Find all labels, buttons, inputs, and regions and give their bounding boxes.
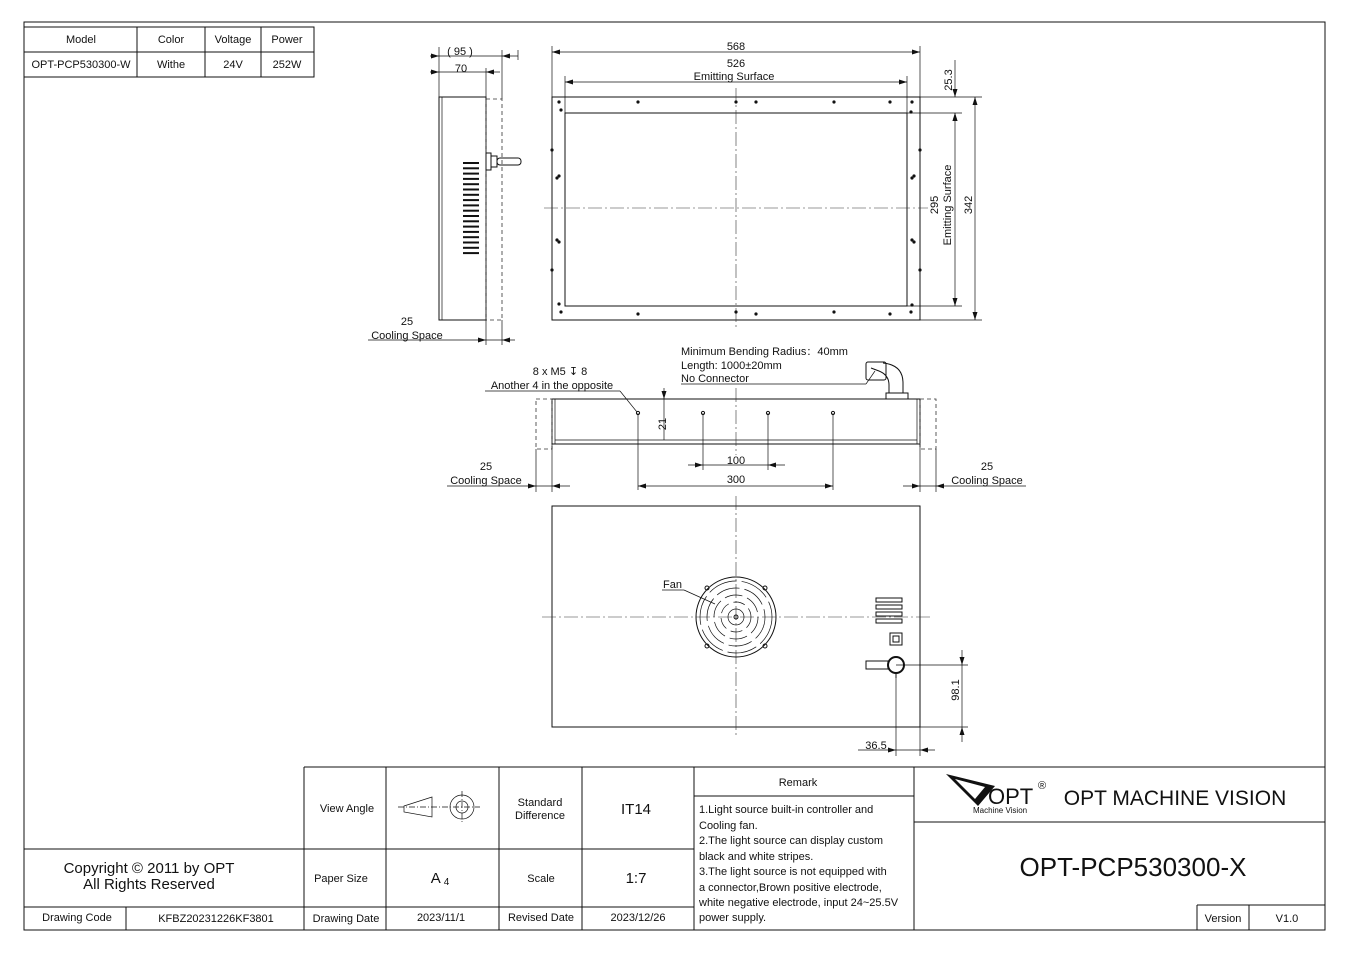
label-cable-connector: No Connector — [681, 373, 749, 385]
opt-logo-sub: Machine Vision — [973, 806, 1028, 815]
dim-right-cooling-value: 25 — [980, 461, 994, 473]
revised-date-label: Revised Date — [507, 912, 575, 924]
vent-slot — [463, 231, 479, 233]
spec-value-model: OPT-PCP530300-W — [31, 59, 131, 71]
mounting-hole — [559, 108, 562, 111]
opt-logo-registered: ® — [1038, 780, 1047, 792]
vent-slot — [463, 194, 479, 196]
remark-line-6: a connector,Brown positive electrode, — [699, 882, 882, 894]
paper-size-subscript: 4 — [443, 877, 450, 888]
dim-top-margin: 25.3 — [943, 69, 955, 91]
opt-logo — [946, 774, 1046, 815]
front-view — [544, 41, 982, 328]
label-emitting-surface-horizontal: Emitting Surface — [693, 71, 775, 83]
label-side-cooling-space: Cooling Space — [371, 330, 443, 342]
copyright-line-1: Copyright © 2011 by OPT — [63, 860, 235, 877]
opt-logo-text: OPT — [988, 784, 1034, 809]
paper-size-value — [431, 870, 450, 888]
vent-slot — [463, 199, 479, 201]
company-name: OPT MACHINE VISION — [1063, 787, 1287, 810]
mounting-hole — [832, 100, 835, 103]
vent-slot — [463, 162, 479, 164]
standard-difference-label-2: Difference — [515, 810, 565, 822]
vent-slot — [463, 204, 479, 206]
vent-slot — [463, 183, 479, 185]
vent-slots — [463, 162, 479, 254]
scale-label: Scale — [527, 873, 555, 885]
mounting-hole — [909, 310, 912, 313]
vent-slot — [463, 236, 479, 238]
version-label: Version — [1204, 913, 1242, 925]
mounting-hole — [832, 310, 835, 313]
cable-outlet — [866, 657, 904, 678]
spec-header-voltage: Voltage — [214, 34, 252, 46]
vent-slot — [463, 252, 479, 254]
mounting-hole — [734, 310, 737, 313]
mounting-hole — [910, 176, 913, 179]
dim-overall-width: 568 — [726, 41, 746, 53]
label-hole-note: Another 4 in the opposite — [490, 380, 614, 392]
drawing-code-value: KFBZ20231226KF3801 — [158, 913, 274, 925]
spec-value-power: 252W — [272, 59, 302, 71]
vent-slot — [463, 167, 479, 169]
mounting-hole — [910, 238, 913, 241]
remark-line-2: Cooling fan. — [699, 820, 758, 832]
remark-line-7: white negative electrode, input 24~25.5V — [699, 897, 899, 909]
view-angle-label: View Angle — [319, 803, 375, 815]
vent-slot — [463, 242, 479, 244]
label-fan: Fan — [663, 579, 682, 591]
mounting-hole — [555, 176, 558, 179]
spec-table — [24, 27, 314, 77]
dim-emitting-height: 295 — [929, 195, 941, 215]
spec-value-color: Withe — [156, 59, 186, 71]
label-right-cooling-space: Cooling Space — [951, 475, 1023, 487]
scale-value: 1:7 — [625, 870, 647, 887]
label-left-cooling-space: Cooling Space — [450, 475, 522, 487]
remark-line-5: 3.The light source is not equipped with — [699, 866, 887, 878]
dim-left-cooling-value: 25 — [479, 461, 493, 473]
standard-difference-label-1: Standard — [517, 797, 563, 809]
drawing-date-label: Drawing Date — [312, 913, 380, 925]
copyright-line-2: All Rights Reserved — [83, 876, 215, 893]
mounting-hole — [888, 312, 891, 315]
vent-slot — [463, 220, 479, 222]
dim-side-depth-ref: ( 95 ) — [447, 46, 473, 58]
spec-header-power: Power — [271, 34, 303, 46]
label-hole-spec: 8 x M5 ↧ 8 — [532, 366, 588, 378]
remark-title: Remark — [778, 777, 818, 789]
label-cable-length: Length: 1000±20mm — [681, 360, 782, 372]
mounting-hole — [550, 148, 553, 151]
dim-cable-height: 98.1 — [950, 679, 962, 701]
dim-emitting-width: 526 — [726, 58, 746, 70]
vent-slot — [463, 247, 479, 249]
label-cable-radius: Minimum Bending Radius：40mm — [681, 346, 848, 358]
paper-size-letter: A — [430, 870, 441, 887]
version-value: V1.0 — [1275, 913, 1299, 925]
vent-slot — [463, 215, 479, 217]
label-emitting-surface-vertical: Emitting Surface — [942, 164, 954, 246]
back-view — [542, 496, 968, 756]
standard-difference-value: IT14 — [620, 801, 652, 818]
mounting-hole — [559, 310, 562, 313]
mounting-hole — [918, 268, 921, 271]
dim-hole-offset: 21 — [657, 417, 669, 431]
remark-line-1: 1.Light source built-in controller and — [699, 804, 874, 816]
vent-slot — [463, 178, 479, 180]
mounting-hole — [910, 100, 913, 103]
dim-side-depth: 70 — [454, 63, 468, 75]
spec-header-model: Model — [66, 34, 96, 46]
part-number: OPT-PCP530300-X — [1019, 852, 1247, 882]
vent-slot — [463, 173, 479, 175]
dim-hole-pitch: 100 — [726, 455, 746, 467]
vent-slot — [463, 189, 479, 191]
mounting-hole — [734, 100, 737, 103]
mounting-hole — [636, 100, 639, 103]
dim-side-cooling-value: 25 — [400, 316, 414, 328]
mounting-hole — [636, 312, 639, 315]
dim-overall-height: 342 — [963, 195, 975, 215]
mounting-hole — [918, 148, 921, 151]
paper-size-label: Paper Size — [314, 873, 368, 885]
top-view — [447, 346, 1026, 492]
remark-line-3: 2.The light source can display custom — [699, 835, 884, 847]
mounting-hole — [557, 100, 560, 103]
remark-line-8: power supply. — [699, 912, 767, 924]
mounting-hole — [754, 312, 757, 315]
spec-value-voltage: 24V — [223, 59, 243, 71]
mounting-hole — [555, 238, 558, 241]
mounting-hole — [888, 100, 891, 103]
mounting-hole — [754, 100, 757, 103]
spec-header-color: Color — [157, 34, 185, 46]
remark-line-4: black and white stripes. — [699, 851, 814, 863]
dim-cable-x: 36.5 — [865, 740, 887, 752]
mounting-hole — [550, 268, 553, 271]
projection-symbol-icon — [398, 791, 480, 823]
drawing-code-label: Drawing Code — [42, 912, 112, 924]
drawing-date-value: 2023/11/1 — [416, 912, 466, 924]
revised-date-value: 2023/12/26 — [610, 912, 666, 924]
mounting-hole — [557, 302, 560, 305]
vent-slot — [463, 226, 479, 228]
connector-terminals — [876, 598, 902, 645]
side-view — [368, 46, 521, 345]
dim-hole-span: 300 — [726, 474, 746, 486]
vent-slot — [463, 210, 479, 212]
